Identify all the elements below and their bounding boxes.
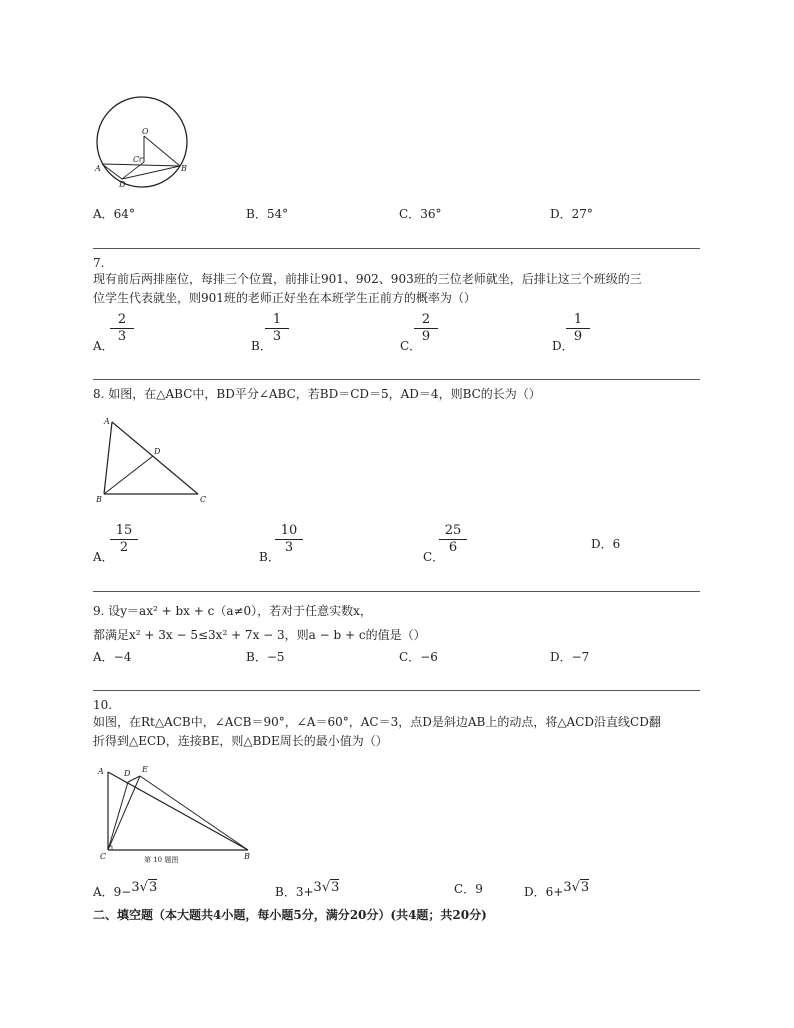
q8-option-b-letter: B． [259,550,280,564]
q10-option-b-prefix: 3+ [295,885,314,899]
q10-option-d: D．6+$^{3√3}$ [524,880,590,899]
q6-option-c-letter: C． [399,207,421,221]
q7-option-b-letter: B． [251,339,272,353]
q9-option-b-value: −5 [266,650,285,664]
q6-option-c-value: 36° [420,207,442,221]
q10-number: 10. [93,698,113,712]
q8-option-a-numerator: 15 [110,523,138,540]
q6-option-d-value: 27° [571,207,593,221]
q8-triangle-figure [94,414,214,506]
q9-option-a-value: −4 [113,650,132,664]
q10-option-d-letter: D． [524,885,546,899]
q9-option-c-letter: C． [399,650,421,664]
q10-option-d-radicand: 3 [580,880,590,895]
q9-option-d [550,648,589,665]
q9-option-b [246,648,285,665]
q10-option-a-radicand: 3 [148,880,158,895]
q6-option-a [93,205,135,222]
q7-option-c-letter: C． [400,339,422,353]
q6-label-B: B [181,164,187,173]
q10-option-a: A．9−$^{3√3}$ [93,880,158,899]
q9-option-d-value: −7 [571,650,590,664]
q10-label-B: B [244,852,250,861]
q9-option-a-letter: A． [93,650,114,664]
q10-option-a-letter: A． [93,885,114,899]
q7-text-line2: 位学生代表就坐，则901班的老师正好坐在本班学生正前方的概率为（） [93,291,476,305]
q7-option-d-fraction [566,312,590,345]
q8-option-a-denominator: 2 [119,540,129,555]
q10-label-E: E [142,765,148,774]
q7-number: 7. [93,256,105,270]
q10-label-A: A [98,767,104,776]
q8-option-a-fraction [110,523,138,556]
q10-option-b: B．3+$^{3√3}$ [275,880,340,899]
q7-option-d-denominator: 9 [573,329,583,344]
q7-option-b-fraction [265,312,289,345]
q7-option-b-numerator: 1 [265,312,289,329]
q10-option-b-letter: B． [275,885,296,899]
q9-text-line1: 9. 设y＝ax² + bx + c（a≠0），若对于任意实数x， [93,604,372,618]
q8-option-b-numerator: 10 [275,523,303,540]
q6-option-a-letter: A． [93,207,114,221]
section-heading: 二、填空题（本大题共4小题，每小题5分，满分20分）(共4题；共20分) [93,908,487,922]
q8-option-b-denominator: 3 [284,540,294,555]
q10-triangle-figure [94,762,262,864]
q10-option-a-coef: 3 [131,880,140,895]
q8-option-d-value: 6 [612,537,621,551]
q6-label-A: A [95,164,101,173]
q7-option-d-numerator: 1 [566,312,590,329]
q9-option-b-letter: B． [246,650,267,664]
q10-label-D: D [124,769,131,778]
q7-option-b-denominator: 3 [272,329,282,344]
divider-q6-q7 [93,248,700,249]
q8-option-b-fraction [275,523,303,556]
q6-option-d [550,205,593,222]
q7-option-d-letter: D． [552,339,574,353]
q10-option-d-coef: 3 [563,880,572,895]
q8-option-c-letter: C． [423,550,445,564]
q10-label-C: C [100,852,107,861]
q8-option-c-numerator: 25 [439,523,467,540]
q7-option-c-numerator: 2 [414,312,438,329]
q6-label-O: O [142,127,149,136]
divider-q7-q8 [93,379,700,380]
q6-option-a-value: 64° [113,207,135,221]
q8-label-A: A [104,417,110,426]
q7-option-c-denominator: 9 [421,329,431,344]
divider-q9-q10 [93,690,700,691]
q8-label-B: B [96,495,102,504]
q6-option-b [246,205,288,222]
q6-label-D: D [119,180,126,189]
q7-option-a-denominator: 3 [117,329,127,344]
q10-option-a-prefix: 9− [113,885,132,899]
q10-option-b-radicand: 3 [331,880,340,895]
q10-option-b-coef: 3 [313,880,322,895]
q7-option-c-fraction [414,312,438,345]
q8-option-a-letter: A． [93,550,114,564]
q8-label-C: C [200,495,207,504]
q6-option-b-letter: B． [246,207,267,221]
q10-text-line2: 折得到△ECD，连接BE，则△BDE周长的最小值为（） [93,734,388,748]
q8-option-d-letter: D． [591,537,613,551]
q8-option-d [591,535,620,552]
q6-option-d-letter: D． [550,207,572,221]
q7-text-line1: 现有前后两排座位，每排三个位置，前排让901、902、903班的三位老师就坐，后排让这三个班级的三 [93,272,642,286]
q6-option-c [399,205,441,222]
q10-option-d-prefix: 6+ [545,885,564,899]
q10-option-c [454,880,483,897]
divider-q8-q9 [93,591,700,592]
q9-option-c [399,648,438,665]
q10-option-c-letter: C． [454,882,476,896]
q7-option-a-numerator: 2 [110,312,134,329]
q6-option-b-value: 54° [266,207,289,221]
q8-label-D: D [154,447,161,456]
q6-label-C: C [133,155,140,164]
q10-figure-caption: 第 10 题图 [144,856,179,864]
q8-option-c-denominator: 6 [448,540,458,555]
q9-option-c-value: −6 [420,650,438,664]
q9-text-line2: 都满足x² + 3x − 5≤3x² + 7x − 3，则a − b + c的值是（） [93,628,426,642]
q10-text-line1: 如图，在Rt△ACB中，∠ACB＝90°，∠A＝60°，AC＝3，点D是斜边AB上的动点，将△ACD沿直线CD翻 [93,715,661,729]
q8-text: 8. 如图，在△ABC中，BD平分∠ABC，若BD＝CD＝5，AD＝4，则BC的长为（） [93,387,541,401]
q8-option-c-fraction [439,523,467,556]
q9-option-a [93,648,131,665]
q9-option-d-letter: D． [550,650,572,664]
q7-option-a-fraction [110,312,134,345]
q6-circle-figure [92,92,192,192]
q7-option-a-letter: A． [93,339,114,353]
q10-option-c-value: 9 [475,882,483,896]
